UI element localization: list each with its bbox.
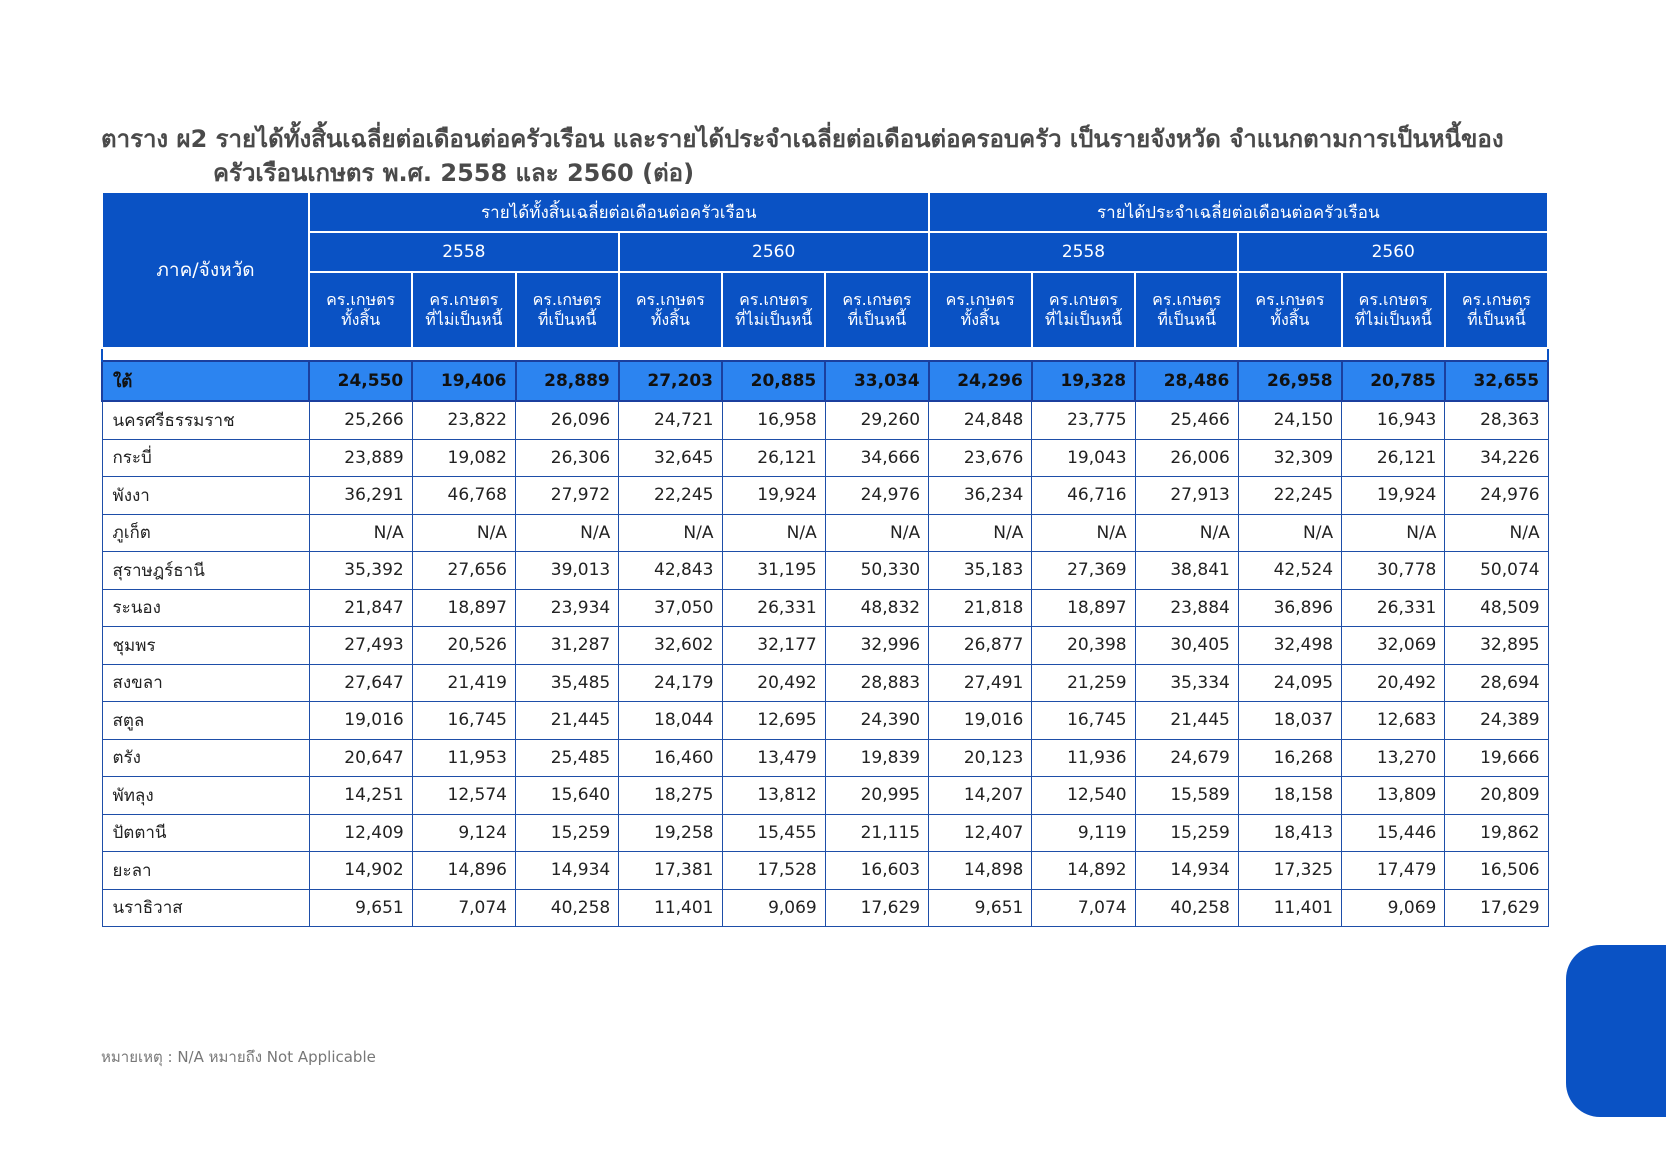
value-cell: 11,936 [1032, 739, 1135, 777]
value-cell: 35,334 [1135, 664, 1238, 702]
province-name: สตูล [102, 702, 309, 740]
value-cell: 26,331 [722, 589, 825, 627]
value-cell: 19,406 [412, 361, 515, 401]
value-cell: 50,330 [825, 552, 928, 590]
sub-header-line-1: คร.เกษตร [635, 290, 705, 309]
value-cell: 23,884 [1135, 589, 1238, 627]
value-cell: 21,445 [516, 702, 619, 740]
value-cell: 16,958 [722, 401, 825, 439]
value-cell: 14,902 [309, 852, 412, 890]
value-cell: 36,896 [1238, 589, 1341, 627]
value-cell: 24,296 [929, 361, 1032, 401]
value-cell: 26,006 [1135, 439, 1238, 477]
value-cell: 20,526 [412, 627, 515, 665]
table-row [102, 401, 1548, 439]
value-cell: 22,245 [619, 477, 722, 515]
sub-column-header [1032, 272, 1135, 348]
value-cell: 13,809 [1342, 777, 1445, 815]
sub-header-line-2: ที่เป็นหนี้ [847, 310, 907, 329]
value-cell: 27,647 [309, 664, 412, 702]
value-cell: 26,096 [516, 401, 619, 439]
value-cell: 21,259 [1032, 664, 1135, 702]
footnote: หมายเหตุ : N/A หมายถึง Not Applicable [101, 1048, 376, 1066]
value-cell: 48,509 [1445, 589, 1548, 627]
value-cell: N/A [722, 514, 825, 552]
value-cell: 32,602 [619, 627, 722, 665]
value-cell: 13,479 [722, 739, 825, 777]
value-cell: 27,913 [1135, 477, 1238, 515]
sub-header-line-1: คร.เกษตร [739, 290, 809, 309]
value-cell: 20,492 [722, 664, 825, 702]
sub-column-header [1342, 272, 1445, 348]
value-cell: 30,778 [1342, 552, 1445, 590]
value-cell: 30,405 [1135, 627, 1238, 665]
value-cell: N/A [929, 514, 1032, 552]
value-cell: 22,245 [1238, 477, 1341, 515]
value-cell: 24,848 [929, 401, 1032, 439]
value-cell: 24,179 [619, 664, 722, 702]
sub-column-header [929, 272, 1032, 348]
value-cell: 20,123 [929, 739, 1032, 777]
year-header: 2558 [929, 232, 1239, 272]
value-cell: 15,589 [1135, 777, 1238, 815]
sub-column-header [1445, 272, 1548, 348]
table-row [102, 477, 1548, 515]
table-row [102, 814, 1548, 852]
table-row [102, 777, 1548, 815]
table-row [102, 439, 1548, 477]
value-cell: 18,897 [412, 589, 515, 627]
value-cell: 28,363 [1445, 401, 1548, 439]
year-header: 2560 [619, 232, 929, 272]
value-cell: 25,266 [309, 401, 412, 439]
province-name: ปัตตานี [102, 814, 309, 852]
value-cell: 32,895 [1445, 627, 1548, 665]
value-cell: 17,325 [1238, 852, 1341, 890]
table-row [102, 514, 1548, 552]
value-cell: 32,069 [1342, 627, 1445, 665]
province-name: ยะลา [102, 852, 309, 890]
value-cell: N/A [1238, 514, 1341, 552]
value-cell: 24,721 [619, 401, 722, 439]
sub-header-line-1: คร.เกษตร [842, 290, 912, 309]
value-cell: 27,656 [412, 552, 515, 590]
value-cell: 16,745 [412, 702, 515, 740]
year-header: 2558 [309, 232, 619, 272]
value-cell: 27,203 [619, 361, 722, 401]
value-cell: 7,074 [412, 889, 515, 927]
value-cell: 38,841 [1135, 552, 1238, 590]
value-cell: 26,121 [1342, 439, 1445, 477]
value-cell: 42,524 [1238, 552, 1341, 590]
table-row [102, 552, 1548, 590]
value-cell: 15,455 [722, 814, 825, 852]
sub-header-line-1: คร.เกษตร [1255, 290, 1325, 309]
value-cell: 9,119 [1032, 814, 1135, 852]
sub-header-line-2: ทั้งสิ้น [960, 310, 1000, 329]
value-cell: 35,485 [516, 664, 619, 702]
value-cell: 19,258 [619, 814, 722, 852]
value-cell: 24,389 [1445, 702, 1548, 740]
value-cell: 21,818 [929, 589, 1032, 627]
value-cell: 28,486 [1135, 361, 1238, 401]
sub-header-line-2: ที่เป็นหนี้ [1157, 310, 1216, 329]
value-cell: 17,479 [1342, 852, 1445, 890]
value-cell: 31,195 [722, 552, 825, 590]
regular-income-group-header: รายได้ประจำเฉลี่ยต่อเดือนต่อครัวเรือน [929, 192, 1549, 232]
value-cell: 23,934 [516, 589, 619, 627]
sub-header-line-1: คร.เกษตร [532, 290, 602, 309]
value-cell: 15,640 [516, 777, 619, 815]
value-cell: 26,121 [722, 439, 825, 477]
value-cell: 9,069 [722, 889, 825, 927]
value-cell: 18,413 [1238, 814, 1341, 852]
value-cell: 40,258 [516, 889, 619, 927]
sub-header-line-1: คร.เกษตร [1461, 290, 1531, 309]
value-cell: N/A [1342, 514, 1445, 552]
province-name: สุราษฎร์ธานี [102, 552, 309, 590]
province-name: ใต้ [102, 361, 309, 401]
title-line-2: ครัวเรือนเกษตร พ.ศ. 2558 และ 2560 (ต่อ) [213, 159, 695, 187]
province-name: นราธิวาส [102, 889, 309, 927]
value-cell: 14,896 [412, 852, 515, 890]
sub-column-header [412, 272, 515, 348]
value-cell: 19,862 [1445, 814, 1548, 852]
sub-header-line-1: คร.เกษตร [1358, 290, 1428, 309]
value-cell: 28,889 [516, 361, 619, 401]
value-cell: N/A [825, 514, 928, 552]
sub-header-line-2: ที่ไม่เป็นหนี้ [735, 310, 813, 329]
table-body [102, 348, 1548, 927]
region-total-row [102, 361, 1548, 401]
value-cell: 27,493 [309, 627, 412, 665]
value-cell: 40,258 [1135, 889, 1238, 927]
value-cell: 23,822 [412, 401, 515, 439]
table-row [102, 664, 1548, 702]
table-header [102, 192, 1548, 348]
sub-header-line-1: คร.เกษตร [326, 290, 396, 309]
value-cell: 46,716 [1032, 477, 1135, 515]
value-cell: 28,694 [1445, 664, 1548, 702]
value-cell: 32,177 [722, 627, 825, 665]
value-cell: 14,892 [1032, 852, 1135, 890]
value-cell: 19,043 [1032, 439, 1135, 477]
value-cell: 12,574 [412, 777, 515, 815]
value-cell: 19,328 [1032, 361, 1135, 401]
header-spacer [102, 348, 1548, 361]
value-cell: 26,877 [929, 627, 1032, 665]
sub-column-header [1238, 272, 1341, 348]
sub-header-line-2: ทั้งสิ้น [341, 310, 381, 329]
value-cell: 23,889 [309, 439, 412, 477]
sub-column-header [825, 272, 928, 348]
value-cell: 12,695 [722, 702, 825, 740]
value-cell: 31,287 [516, 627, 619, 665]
value-cell: 23,676 [929, 439, 1032, 477]
sub-column-header [619, 272, 722, 348]
value-cell: 24,390 [825, 702, 928, 740]
province-name: ชุมพร [102, 627, 309, 665]
value-cell: 20,492 [1342, 664, 1445, 702]
value-cell: 14,207 [929, 777, 1032, 815]
value-cell: 20,398 [1032, 627, 1135, 665]
spacer-cell [102, 348, 1548, 361]
year-header: 2560 [1238, 232, 1548, 272]
title-line-1: ตาราง ผ2 รายได้ทั้งสิ้นเฉลี่ยต่อเดือนต่อครัวเรือน และรายได้ประจำเฉลี่ยต่อเดือนต่อครอบครัว เป็นรายจังหวัด จำแนกตามการเป็นหนี้ของ [101, 125, 1504, 153]
value-cell: 9,124 [412, 814, 515, 852]
value-cell: 27,972 [516, 477, 619, 515]
value-cell: 46,768 [412, 477, 515, 515]
income-table [101, 191, 1549, 927]
value-cell: 23,775 [1032, 401, 1135, 439]
table-row [102, 627, 1548, 665]
sub-header-line-1: คร.เกษตร [429, 290, 499, 309]
value-cell: 9,651 [929, 889, 1032, 927]
value-cell: 7,074 [1032, 889, 1135, 927]
value-cell: 16,603 [825, 852, 928, 890]
value-cell: 32,645 [619, 439, 722, 477]
value-cell: 16,460 [619, 739, 722, 777]
value-cell: 24,550 [309, 361, 412, 401]
value-cell: 14,251 [309, 777, 412, 815]
value-cell: 24,976 [1445, 477, 1548, 515]
value-cell: 36,291 [309, 477, 412, 515]
value-cell: 11,953 [412, 739, 515, 777]
value-cell: 18,158 [1238, 777, 1341, 815]
value-cell: 15,259 [1135, 814, 1238, 852]
value-cell: 25,466 [1135, 401, 1238, 439]
value-cell: 12,409 [309, 814, 412, 852]
province-name: พังงา [102, 477, 309, 515]
province-name: กระบี่ [102, 439, 309, 477]
value-cell: N/A [1032, 514, 1135, 552]
sub-header-line-2: ที่เป็นหนี้ [537, 310, 597, 329]
region-column-header: ภาค/จังหวัด [102, 192, 309, 348]
value-cell: 17,629 [1445, 889, 1548, 927]
value-cell: 13,812 [722, 777, 825, 815]
value-cell: 26,331 [1342, 589, 1445, 627]
value-cell: 50,074 [1445, 552, 1548, 590]
value-cell: 20,995 [825, 777, 928, 815]
value-cell: 24,976 [825, 477, 928, 515]
value-cell: 19,016 [929, 702, 1032, 740]
value-cell: 18,897 [1032, 589, 1135, 627]
value-cell: 19,924 [1342, 477, 1445, 515]
value-cell: 19,839 [825, 739, 928, 777]
value-cell: 20,785 [1342, 361, 1445, 401]
table-title [101, 122, 1561, 190]
value-cell: 29,260 [825, 401, 928, 439]
value-cell: 24,095 [1238, 664, 1341, 702]
value-cell: 9,651 [309, 889, 412, 927]
value-cell: 27,369 [1032, 552, 1135, 590]
value-cell: 19,082 [412, 439, 515, 477]
province-name: ภูเก็ต [102, 514, 309, 552]
table-row [102, 589, 1548, 627]
value-cell: N/A [516, 514, 619, 552]
province-name: สงขลา [102, 664, 309, 702]
value-cell: 24,679 [1135, 739, 1238, 777]
value-cell: 16,268 [1238, 739, 1341, 777]
sub-column-header [1135, 272, 1238, 348]
value-cell: 39,013 [516, 552, 619, 590]
table-row [102, 889, 1548, 927]
value-cell: 14,934 [516, 852, 619, 890]
sub-header-line-2: ที่ไม่เป็นหนี้ [1044, 310, 1123, 329]
value-cell: 24,150 [1238, 401, 1341, 439]
value-cell: 15,259 [516, 814, 619, 852]
table-row [102, 852, 1548, 890]
value-cell: 35,392 [309, 552, 412, 590]
value-cell: N/A [309, 514, 412, 552]
province-name: นครศรีธรรมราช [102, 401, 309, 439]
province-name: ตรัง [102, 739, 309, 777]
value-cell: N/A [1445, 514, 1548, 552]
value-cell: 36,234 [929, 477, 1032, 515]
value-cell: 12,683 [1342, 702, 1445, 740]
sub-column-header [722, 272, 825, 348]
value-cell: 19,016 [309, 702, 412, 740]
value-cell: 11,401 [1238, 889, 1341, 927]
value-cell: 37,050 [619, 589, 722, 627]
value-cell: 17,629 [825, 889, 928, 927]
value-cell: 9,069 [1342, 889, 1445, 927]
province-name: พัทลุง [102, 777, 309, 815]
corner-tab-decoration [1566, 945, 1666, 1117]
sub-column-header [309, 272, 412, 348]
value-cell: 33,034 [825, 361, 928, 401]
value-cell: 32,996 [825, 627, 928, 665]
value-cell: 28,883 [825, 664, 928, 702]
sub-header-line-2: ที่ไม่เป็นหนี้ [1354, 310, 1432, 329]
sub-header-line-1: คร.เกษตร [1048, 290, 1118, 309]
value-cell: 21,115 [825, 814, 928, 852]
sub-column-header [516, 272, 619, 348]
value-cell: 26,958 [1238, 361, 1341, 401]
province-name: ระนอง [102, 589, 309, 627]
value-cell: 14,898 [929, 852, 1032, 890]
value-cell: 20,809 [1445, 777, 1548, 815]
value-cell: 18,275 [619, 777, 722, 815]
table-row [102, 739, 1548, 777]
value-cell: 16,506 [1445, 852, 1548, 890]
value-cell: 21,445 [1135, 702, 1238, 740]
value-cell: 34,226 [1445, 439, 1548, 477]
value-cell: 48,832 [825, 589, 928, 627]
value-cell: 19,666 [1445, 739, 1548, 777]
value-cell: 17,528 [722, 852, 825, 890]
value-cell: 20,885 [722, 361, 825, 401]
value-cell: N/A [1135, 514, 1238, 552]
value-cell: 21,419 [412, 664, 515, 702]
value-cell: 21,847 [309, 589, 412, 627]
value-cell: 20,647 [309, 739, 412, 777]
value-cell: 18,037 [1238, 702, 1341, 740]
table-row [102, 702, 1548, 740]
sub-header-line-2: ที่เป็นหนี้ [1467, 310, 1526, 329]
total-income-group-header: รายได้ทั้งสิ้นเฉลี่ยต่อเดือนต่อครัวเรือน [309, 192, 929, 232]
value-cell: 17,381 [619, 852, 722, 890]
value-cell: 16,745 [1032, 702, 1135, 740]
value-cell: 32,498 [1238, 627, 1341, 665]
value-cell: 32,655 [1445, 361, 1548, 401]
value-cell: 14,934 [1135, 852, 1238, 890]
value-cell: 35,183 [929, 552, 1032, 590]
value-cell: N/A [619, 514, 722, 552]
value-cell: 11,401 [619, 889, 722, 927]
value-cell: 27,491 [929, 664, 1032, 702]
value-cell: 16,943 [1342, 401, 1445, 439]
sub-header-line-2: ที่ไม่เป็นหนี้ [425, 310, 503, 329]
value-cell: 12,407 [929, 814, 1032, 852]
value-cell: 42,843 [619, 552, 722, 590]
value-cell: 19,924 [722, 477, 825, 515]
value-cell: 13,270 [1342, 739, 1445, 777]
value-cell: 32,309 [1238, 439, 1341, 477]
value-cell: 18,044 [619, 702, 722, 740]
value-cell: 26,306 [516, 439, 619, 477]
value-cell: N/A [412, 514, 515, 552]
value-cell: 34,666 [825, 439, 928, 477]
value-cell: 25,485 [516, 739, 619, 777]
sub-header-line-1: คร.เกษตร [1152, 290, 1222, 309]
value-cell: 12,540 [1032, 777, 1135, 815]
sub-header-line-2: ทั้งสิ้น [650, 310, 690, 329]
sub-header-line-2: ทั้งสิ้น [1270, 310, 1310, 329]
sub-header-line-1: คร.เกษตร [945, 290, 1015, 309]
value-cell: 15,446 [1342, 814, 1445, 852]
